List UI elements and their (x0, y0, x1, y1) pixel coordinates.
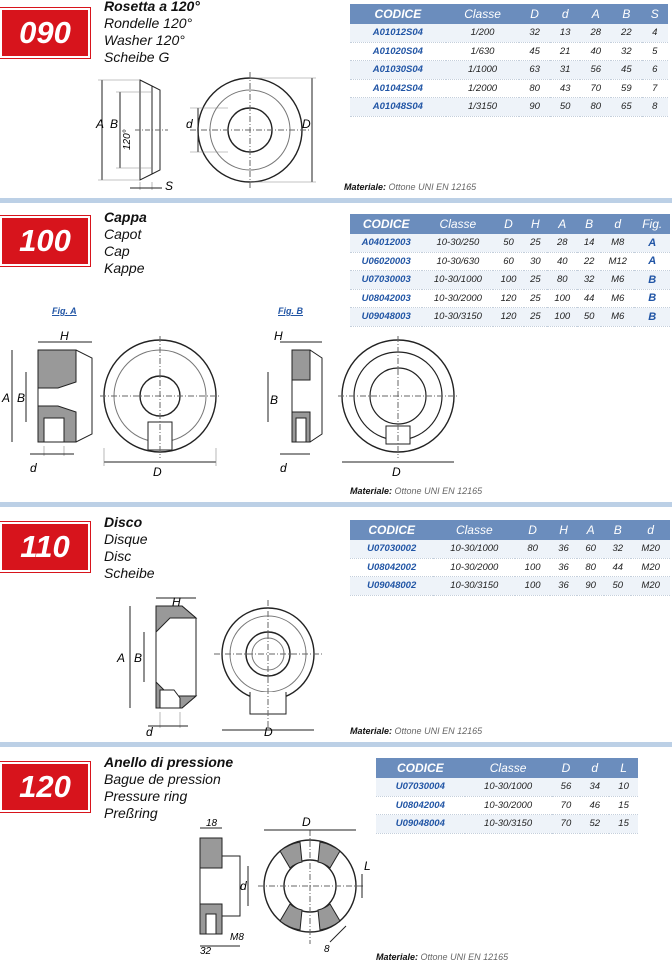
col-header: H (550, 520, 577, 540)
cell: 44 (577, 289, 601, 308)
title-fr: Rondelle 120° (104, 15, 193, 31)
cell: 5 (642, 42, 668, 61)
cell: 1/630 (446, 42, 520, 61)
section-titles (104, 209, 147, 277)
cell: 60 (577, 540, 604, 558)
cell: 100 (493, 271, 523, 290)
cell: 1/200 (446, 24, 520, 42)
section-title: Disco (104, 514, 143, 530)
col-header: Classe (446, 4, 520, 24)
section-number-badge: 120 (0, 762, 90, 812)
cell: 120 (493, 289, 523, 308)
cell: 8 (642, 98, 668, 117)
cell: 120 (493, 308, 523, 327)
code-cell: U09048004 (376, 815, 465, 834)
cell: 6 (642, 61, 668, 80)
title-de: Scheibe (104, 565, 155, 581)
section-number-badge: 100 (0, 216, 90, 266)
cell: 50 (550, 98, 581, 117)
section-titles (104, 754, 233, 822)
dim-32: 32 (200, 946, 212, 956)
cell: 22 (611, 24, 642, 42)
table-header-row (350, 520, 670, 540)
dim-D: D (264, 725, 273, 738)
cell: 100 (547, 308, 577, 327)
pressure-ring-drawing (160, 816, 380, 956)
cell: 1/3150 (446, 98, 520, 117)
title-de: Preßring (104, 805, 158, 821)
table-row (350, 98, 668, 117)
cell: 31 (550, 61, 581, 80)
cell: 28 (547, 234, 577, 252)
dim-B: B (110, 117, 119, 131)
section-separator (0, 502, 672, 507)
cell: 10-30/3150 (465, 815, 552, 834)
col-header: CODICE (350, 214, 422, 234)
title-fr: Disque (104, 531, 148, 547)
cell: 70 (580, 79, 611, 98)
cell: 32 (519, 24, 550, 42)
material-note (344, 182, 476, 192)
cell: 10-30/2000 (422, 289, 493, 308)
dim-D: D (392, 465, 401, 479)
dim-H: H (172, 595, 181, 609)
cell: 13 (550, 24, 581, 42)
washer-drawing (90, 70, 330, 195)
fig-cell: B (634, 289, 670, 308)
cell: 1/1000 (446, 61, 520, 80)
code-cell: A04012003 (350, 234, 422, 252)
material-value: Ottone UNI EN 12165 (388, 182, 477, 192)
table-row (376, 796, 638, 815)
cell: 40 (547, 252, 577, 271)
col-header: D (515, 520, 550, 540)
code-cell: A01042S04 (350, 79, 446, 98)
section-number-badge: 090 (0, 8, 90, 58)
fig-cell: A (634, 234, 670, 252)
section-120 (0, 748, 672, 962)
material-value: Ottone UNI EN 12165 (394, 486, 483, 496)
section-100 (0, 204, 672, 500)
code-cell: A01020S04 (350, 42, 446, 61)
col-header: d (550, 4, 581, 24)
table-header-row (350, 4, 668, 24)
cell: 80 (515, 540, 550, 558)
fig-cell: B (634, 271, 670, 290)
cell: 80 (577, 558, 604, 577)
table-row (350, 540, 670, 558)
cell: 44 (604, 558, 631, 577)
dim-M8: M8 (230, 932, 244, 943)
table-row (376, 778, 638, 796)
table-row (350, 558, 670, 577)
cell: 60 (493, 252, 523, 271)
cell: 25 (524, 271, 548, 290)
dim-d: d (30, 461, 37, 475)
code-cell: A01012S04 (350, 24, 446, 42)
spec-table (350, 4, 668, 117)
spec-table (350, 520, 670, 596)
cell: 80 (580, 98, 611, 117)
cell: M20 (631, 577, 670, 596)
col-header: S (642, 4, 668, 24)
cell: 10-30/2000 (433, 558, 515, 577)
cell: 80 (547, 271, 577, 290)
cell: 21 (550, 42, 581, 61)
cell: 80 (519, 79, 550, 98)
dim-A: A (2, 391, 11, 405)
dim-d: d (280, 461, 287, 475)
col-header: B (577, 214, 601, 234)
dim-18: 18 (206, 818, 218, 829)
cell: 100 (515, 558, 550, 577)
section-titles (104, 0, 200, 66)
fig-cell: B (634, 308, 670, 327)
cell: 25 (524, 289, 548, 308)
cell: M20 (631, 558, 670, 577)
cell: 100 (547, 289, 577, 308)
col-header: d (631, 520, 670, 540)
cell: 4 (642, 24, 668, 42)
dim-D: D (153, 465, 162, 479)
fig-cell: A (634, 252, 670, 271)
cell: 25 (524, 234, 548, 252)
title-fr: Bague de pression (104, 771, 221, 787)
spec-table (350, 214, 670, 327)
cell: M12 (601, 252, 635, 271)
fig-b-label: Fig. B (278, 306, 303, 316)
table-row (350, 289, 670, 308)
section-titles (104, 514, 155, 582)
material-label: Materiale: (376, 952, 419, 962)
dim-d: d (186, 117, 193, 131)
dim-d: d (240, 879, 247, 893)
dim-D: D (302, 816, 311, 829)
cell: 10-30/1000 (465, 778, 552, 796)
dim-A: A (117, 651, 126, 665)
title-de: Kappe (104, 260, 145, 276)
material-note (350, 486, 482, 496)
table-row (350, 61, 668, 80)
cell: 36 (550, 540, 577, 558)
dim-A: A (96, 117, 105, 131)
col-header: D (552, 758, 581, 778)
cell: 46 (580, 796, 609, 815)
code-cell: U08042003 (350, 289, 422, 308)
cell: 40 (580, 42, 611, 61)
code-cell: U07030003 (350, 271, 422, 290)
title-en: Washer 120° (104, 32, 185, 48)
cell: 10-30/3150 (433, 577, 515, 596)
disc-drawing (104, 592, 334, 738)
cell: 45 (611, 61, 642, 80)
material-note (376, 952, 508, 962)
code-cell: U09048003 (350, 308, 422, 327)
cell: 50 (604, 577, 631, 596)
cell: 10 (609, 778, 638, 796)
cell: 65 (611, 98, 642, 117)
code-cell: A01030S04 (350, 61, 446, 80)
table-row (350, 42, 668, 61)
col-header: Classe (422, 214, 493, 234)
title-fr: Capot (104, 226, 142, 242)
cell: 32 (611, 42, 642, 61)
code-cell: U07030002 (350, 540, 433, 558)
dim-d: d (146, 725, 153, 738)
material-label: Materiale: (344, 182, 387, 192)
cell: 43 (550, 79, 581, 98)
material-label: Materiale: (350, 726, 393, 736)
cell: 28 (580, 24, 611, 42)
cap-drawing-fig-b (240, 322, 460, 482)
cell: 10-30/1000 (433, 540, 515, 558)
cell: 32 (604, 540, 631, 558)
code-cell: U07030004 (376, 778, 465, 796)
col-header: D (493, 214, 523, 234)
col-header: Classe (433, 520, 515, 540)
section-title: Rosetta a 120° (104, 0, 200, 14)
dim-H: H (274, 329, 283, 343)
section-separator (0, 742, 672, 747)
col-header: L (609, 758, 638, 778)
col-header: A (577, 520, 604, 540)
section-title: Cappa (104, 209, 147, 225)
cell: 45 (519, 42, 550, 61)
cell: 15 (609, 815, 638, 834)
fig-a-label: Fig. A (52, 306, 77, 316)
cell: 100 (515, 577, 550, 596)
col-header: A (547, 214, 577, 234)
code-cell: A01048S04 (350, 98, 446, 117)
title-en: Cap (104, 243, 130, 259)
cell: 59 (611, 79, 642, 98)
cell: 10-30/1000 (422, 271, 493, 290)
dim-S: S (165, 179, 174, 193)
section-separator (0, 198, 672, 203)
cell: 90 (519, 98, 550, 117)
spec-table (376, 758, 638, 834)
cell: M6 (601, 289, 635, 308)
section-number-badge: 110 (0, 522, 90, 572)
cell: 70 (552, 815, 581, 834)
cell: 25 (524, 308, 548, 327)
dim-L: L (364, 859, 371, 873)
title-de: Scheibe G (104, 49, 170, 65)
cell: 14 (577, 234, 601, 252)
cell: 22 (577, 252, 601, 271)
table-row (350, 234, 670, 252)
table-row (350, 79, 668, 98)
cell: M6 (601, 308, 635, 327)
dim-B: B (134, 651, 143, 665)
cell: 52 (580, 815, 609, 834)
cell: M6 (601, 271, 635, 290)
table-header-row (376, 758, 638, 778)
col-header: Classe (465, 758, 552, 778)
dim-D: D (302, 117, 311, 131)
cell: M8 (601, 234, 635, 252)
cell: 15 (609, 796, 638, 815)
table-header-row (350, 214, 670, 234)
cell: 36 (550, 558, 577, 577)
code-cell: U06020003 (350, 252, 422, 271)
dim-H: H (60, 329, 69, 343)
cell: 70 (552, 796, 581, 815)
material-value: Ottone UNI EN 12165 (420, 952, 509, 962)
table-row (376, 815, 638, 834)
cell: 56 (580, 61, 611, 80)
cell: 10-30/630 (422, 252, 493, 271)
cell: M20 (631, 540, 670, 558)
section-110 (0, 508, 672, 740)
dim-B: B (17, 391, 26, 405)
title-en: Disc (104, 548, 132, 564)
code-cell: U09048002 (350, 577, 433, 596)
section-title: Anello di pressione (104, 754, 234, 770)
dim-angle: 120° (122, 129, 133, 150)
dim-B: B (270, 393, 279, 407)
col-header: CODICE (350, 4, 446, 24)
table-row (350, 271, 670, 290)
material-note (350, 726, 482, 736)
cell: 50 (493, 234, 523, 252)
section-090 (0, 0, 672, 196)
cell: 90 (577, 577, 604, 596)
cell: 10-30/2000 (465, 796, 552, 815)
cell: 7 (642, 79, 668, 98)
table-row (350, 24, 668, 42)
cell: 56 (552, 778, 581, 796)
cap-drawing-fig-a (0, 322, 230, 482)
cell: 10-30/250 (422, 234, 493, 252)
material-value: Ottone UNI EN 12165 (394, 726, 483, 736)
table-row (350, 252, 670, 271)
cell: 36 (550, 577, 577, 596)
title-en: Pressure ring (104, 788, 188, 804)
cell: 1/2000 (446, 79, 520, 98)
cell: 32 (577, 271, 601, 290)
col-header: Fig. (634, 214, 670, 234)
code-cell: U08042004 (376, 796, 465, 815)
table-row (350, 577, 670, 596)
col-header: CODICE (350, 520, 433, 540)
col-header: CODICE (376, 758, 465, 778)
col-header: A (580, 4, 611, 24)
col-header: d (580, 758, 609, 778)
col-header: d (601, 214, 635, 234)
code-cell: U08042002 (350, 558, 433, 577)
col-header: B (604, 520, 631, 540)
material-label: Materiale: (350, 486, 393, 496)
col-header: D (519, 4, 550, 24)
col-header: H (524, 214, 548, 234)
cell: 30 (524, 252, 548, 271)
dim-8: 8 (324, 944, 330, 955)
cell: 50 (577, 308, 601, 327)
cell: 34 (580, 778, 609, 796)
col-header: B (611, 4, 642, 24)
cell: 63 (519, 61, 550, 80)
cell: 10-30/3150 (422, 308, 493, 327)
